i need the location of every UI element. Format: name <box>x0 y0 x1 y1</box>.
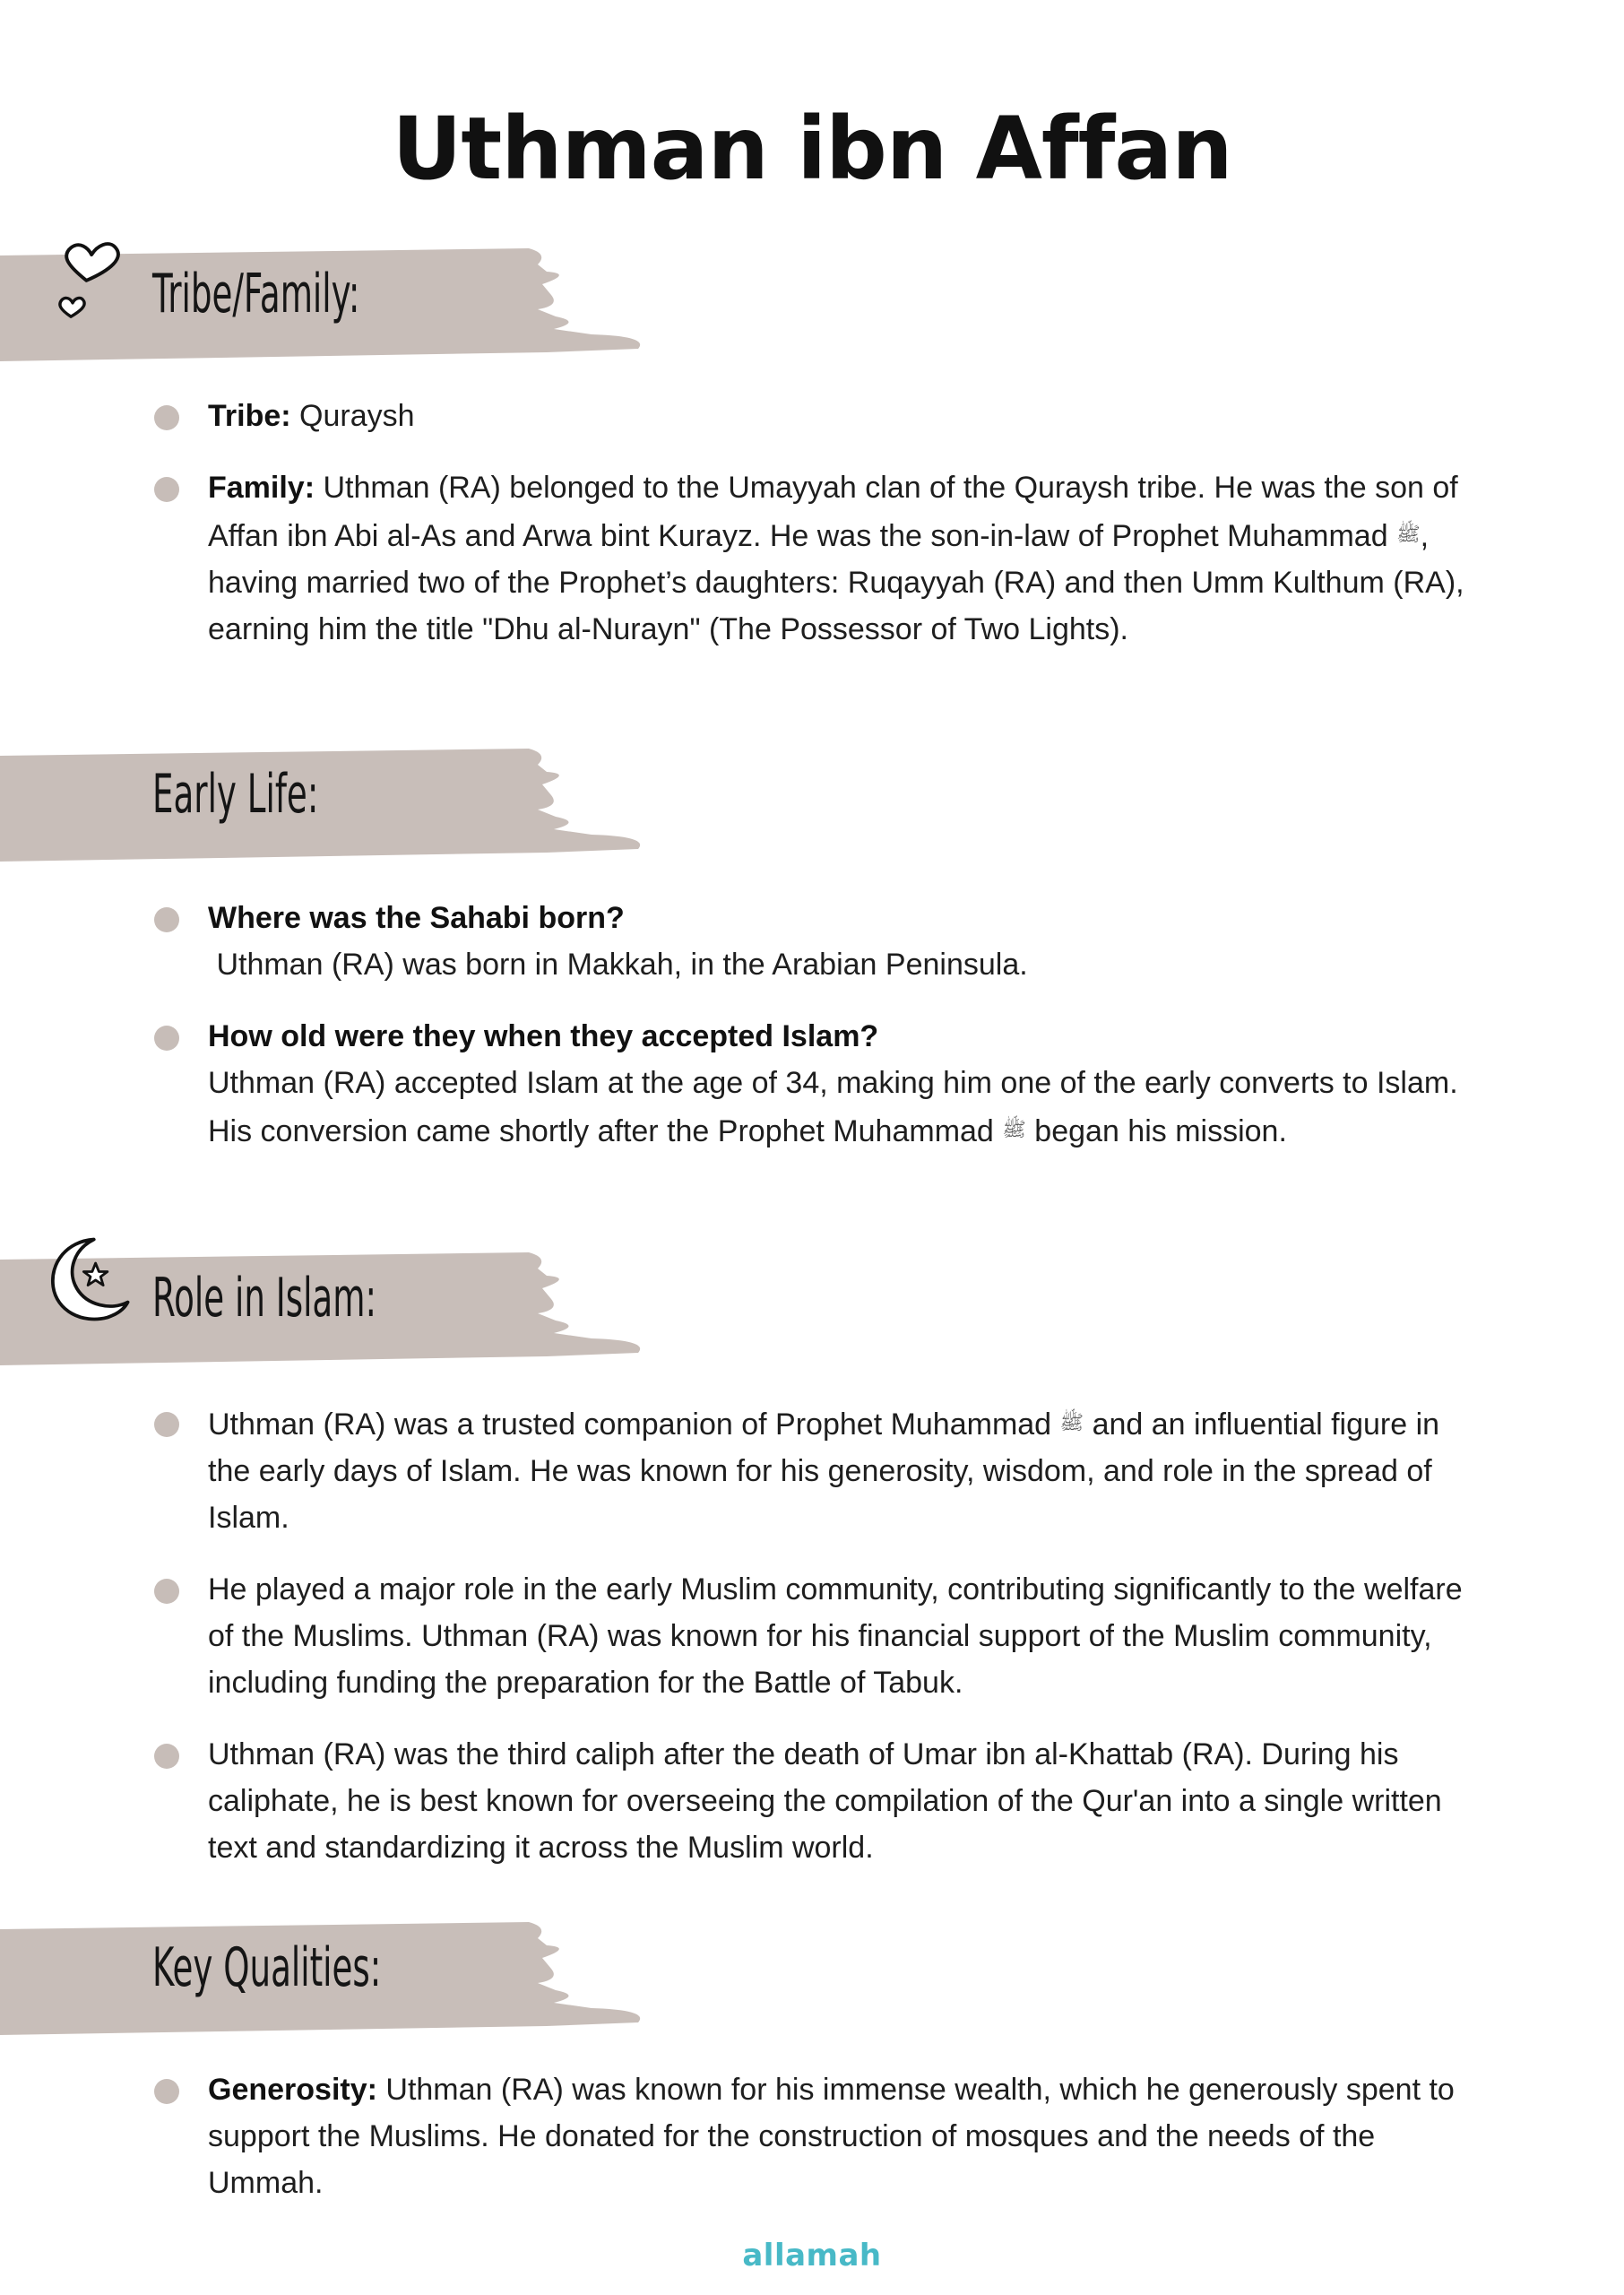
section-heading-early-life: Early Life: <box>152 763 319 826</box>
bullet-icon <box>154 1744 179 1769</box>
question-label: How old were they when they accepted Islam? <box>208 1019 879 1053</box>
pbuh-mark: ﷺ <box>1396 523 1421 545</box>
item-text: Quraysh <box>290 399 415 433</box>
list-item <box>152 464 1488 653</box>
brush-stroke <box>0 729 663 863</box>
item-label: Generosity: <box>208 2073 377 2107</box>
role-list <box>152 1399 1488 1896</box>
answer-text: Uthman (RA) accepted Islam at the age of 34, making him one of the early converts to Islam. His conversion came shortly after the Prophet Muhammad <box>208 1066 1458 1148</box>
item-text: Uthman (RA) was known for his immense wealth, which he generously spent to support the Muslims. He donated for the construction of mosques and the needs of the Ummah. <box>208 2073 1455 2200</box>
section-banner-tribe <box>0 229 663 363</box>
item-text: Uthman (RA) belonged to the Umayyah clan of the Quraysh tribe. He was the son of Affan ibn Abi al-As and Arwa bint Kurayz. He was the son-in-law of Prophet Muhammad <box>208 471 1458 553</box>
bullet-icon <box>154 405 179 430</box>
section-heading-tribe: Tribe/Family: <box>152 263 360 325</box>
list-item <box>152 1731 1488 1871</box>
section-heading-role: Role in Islam: <box>152 1267 376 1329</box>
item-text: Uthman (RA) was the third caliph after the death of Umar ibn al-Khattab (RA). During his caliphate, he is best known for overseeing the compilation of the Qur'an into a single written text and standardizing it across the Muslim world. <box>208 1737 1442 1865</box>
section-banner-qualities <box>0 1902 663 2037</box>
pbuh-mark: ﷺ <box>1059 1411 1084 1433</box>
item-text: Uthman (RA) was a trusted companion of Prophet Muhammad <box>208 1407 1060 1442</box>
pbuh-mark: ﷺ <box>1002 1118 1026 1140</box>
answer-text: began his mission. <box>1025 1114 1287 1148</box>
tribe-list <box>152 393 1488 678</box>
hearts-icon <box>52 229 138 327</box>
answer-text: Uthman (RA) was born in Makkah, in the Arabian Peninsula. <box>208 948 1028 982</box>
page-title: Uthman ibn Affan <box>392 99 1232 199</box>
question-label: Where was the Sahabi born? <box>208 901 625 935</box>
bullet-icon <box>154 477 179 502</box>
crescent-star-icon <box>43 1233 136 1326</box>
allamah-logo: allamah <box>742 2238 882 2273</box>
item-text: , having married two of the Prophet’s daughters: Ruqayyah (RA) and then Umm Kulthum (RA), earning him the title "Dhu al-Nurayn" (The Possessor of Two Lights). <box>208 519 1464 646</box>
item-label: Tribe: <box>208 399 291 433</box>
early-life-list <box>152 895 1488 1180</box>
section-banner-early-life <box>0 729 663 863</box>
bullet-icon <box>154 1412 179 1437</box>
bullet-icon <box>154 1579 179 1604</box>
list-item <box>152 1566 1488 1706</box>
section-banner-role <box>0 1233 663 1367</box>
item-text: and an influential figure in the early days of Islam. He was known for his generosity, wisdom, and role in the spread of Islam. <box>208 1407 1440 1535</box>
item-label: Family: <box>208 471 315 505</box>
section-heading-qualities: Key Qualities: <box>152 1936 382 1999</box>
bullet-icon <box>154 2079 179 2104</box>
list-item <box>152 2066 1488 2206</box>
qualities-list <box>152 2066 1488 2231</box>
list-item <box>152 1013 1488 1155</box>
list-item <box>152 393 1488 439</box>
list-item <box>152 1399 1488 1541</box>
item-text: He played a major role in the early Muslim community, contributing significantly to the welfare of the Muslims. Uthman (RA) was known for his financial support of the Muslim community, including funding the preparation for the Battle of Tabuk. <box>208 1572 1463 1700</box>
bullet-icon <box>154 1026 179 1051</box>
list-item <box>152 895 1488 988</box>
bullet-icon <box>154 907 179 932</box>
